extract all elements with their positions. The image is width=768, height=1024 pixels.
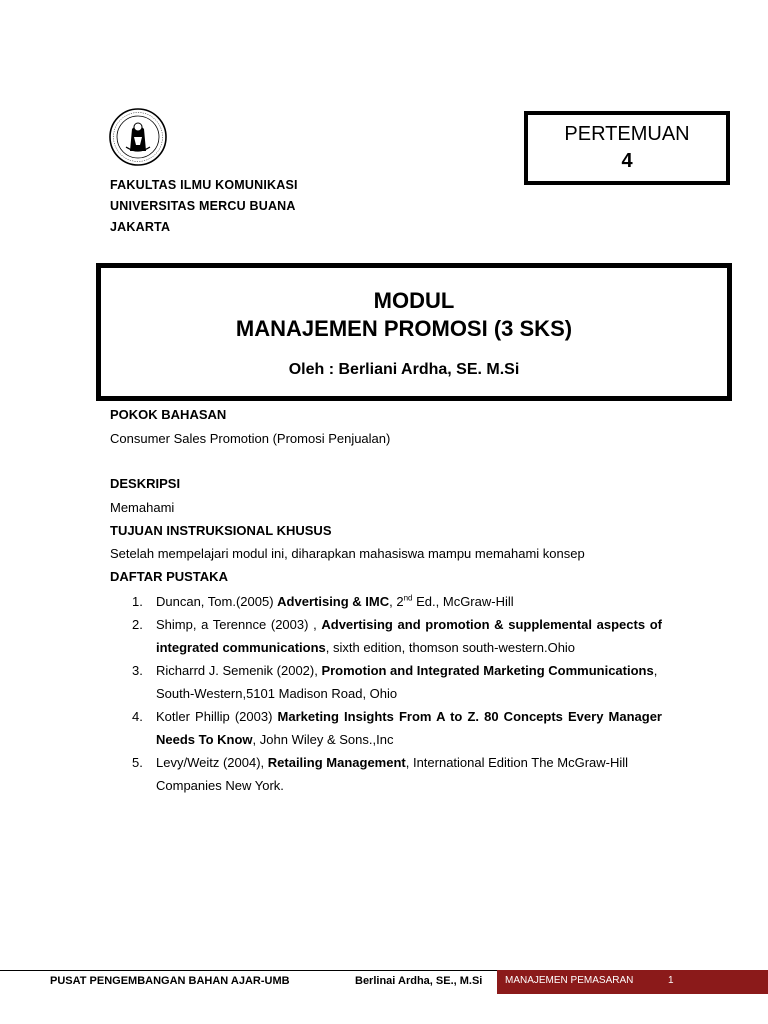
deskripsi-text: Memahami — [110, 500, 175, 515]
pokok-heading: POKOK BAHASAN — [110, 407, 227, 422]
reference-item: 1. Duncan, Tom.(2005) Advertising & IMC, 2nd Ed., McGraw-Hill — [132, 590, 662, 613]
reference-number: 4. — [132, 709, 143, 724]
pustaka-heading: DAFTAR PUSTAKA — [110, 569, 228, 584]
tujuan-text: Setelah mempelajari modul ini, diharapkan mahasiswa mampu memahami konsep — [110, 546, 585, 561]
footer-subject: MANAJEMEN PEMASARAN — [505, 975, 634, 986]
module-author: Oleh : Berliani Ardha, SE. M.Si — [288, 361, 520, 378]
reference-number: 5. — [132, 755, 143, 770]
reference-number: 2. — [132, 617, 143, 632]
reference-item: 5. Levy/Weitz (2004), Retailing Management, International Edition The McGraw-Hill Companies New York. — [132, 751, 662, 797]
reference-number: 1. — [132, 594, 143, 609]
city-name: JAKARTA — [110, 220, 171, 234]
reference-item: 3. Richarrd J. Semenik (2002), Promotion and Integrated Marketing Communications, South-Western,5101 Madison Road, Ohio — [132, 659, 662, 705]
meeting-box — [524, 111, 730, 185]
reference-title: Marketing Insights From A to Z. 80 Concepts Every Manager Needs To Know — [156, 709, 662, 747]
deskripsi-heading: DESKRIPSI — [110, 476, 181, 491]
faculty-name: FAKULTAS ILMU KOMUNIKASI — [110, 178, 298, 192]
reference-title: Advertising and promotion & supplemental aspects of integrated communications — [156, 617, 662, 655]
reference-title: Promotion and Integrated Marketing Communications — [321, 663, 654, 678]
reference-number: 3. — [132, 663, 143, 678]
meeting-label: PERTEMUAN — [564, 123, 690, 145]
reference-title: Retailing Management — [267, 755, 406, 770]
module-title: MODUL — [373, 288, 455, 313]
module-title-box — [96, 263, 732, 401]
reference-item: 2. Shimp, a Terennce (2003) , Advertising and promotion & supplemental aspects of integrated communications, sixth edition, thomson south-western.Ohio — [132, 613, 662, 659]
pokok-text: Consumer Sales Promotion (Promosi Penjualan) — [110, 431, 391, 446]
university-seal-logo — [108, 107, 168, 167]
reference-list — [132, 590, 662, 797]
module-subtitle: MANAJEMEN PROMOSI (3 SKS) — [235, 316, 573, 341]
tujuan-heading: TUJUAN INSTRUKSIONAL KHUSUS — [110, 523, 332, 538]
meeting-number: 4 — [621, 150, 633, 172]
university-name: UNIVERSITAS MERCU BUANA — [110, 199, 296, 213]
footer-author: Berlinai Ardha, SE., M.Si — [355, 975, 483, 987]
page-number: 1 — [668, 975, 674, 986]
reference-item: 4. Kotler Phillip (2003) Marketing Insights From A to Z. 80 Concepts Every Manager Needs To Know, John Wiley & Sons.,Inc — [132, 705, 662, 751]
footer-center-text: PUSAT PENGEMBANGAN BAHAN AJAR-UMB — [50, 975, 290, 987]
reference-title: Advertising & IMC — [277, 594, 390, 609]
